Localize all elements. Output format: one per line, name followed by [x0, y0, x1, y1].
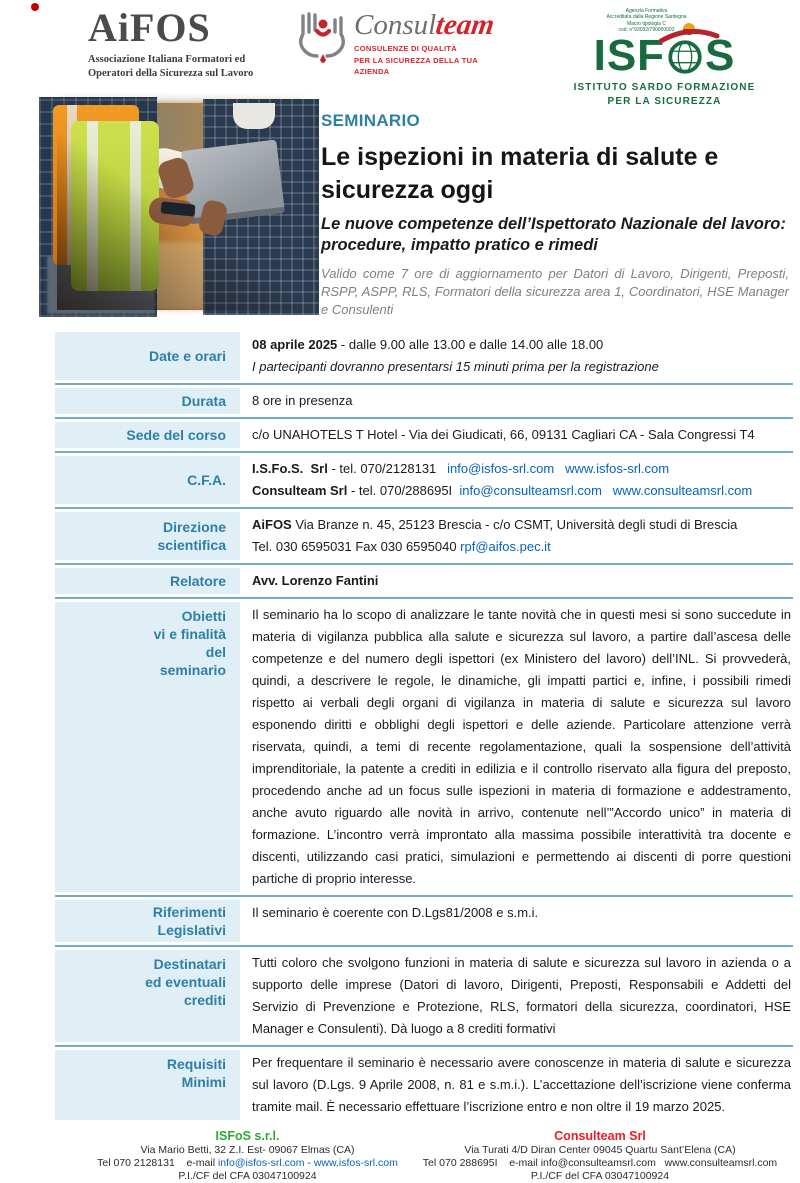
text-segment: Per frequentare il seminario è necessario avere conoscenze in materia di salute e sicurezza sul lavoro (D.Lgs. 9 Aprile 2008, n. 81 e s.m.i.). L’accettazione dell’iscrizione viene conferma tramite mail. È necessario effettuare l’iscrizione entro e non oltre il 19 marzo 2025.	[252, 1055, 791, 1115]
row-content	[240, 512, 793, 560]
text-segment: AiFOS	[252, 517, 292, 533]
text-segment: Consulteam Srl	[252, 483, 348, 499]
footer-consulteam-address: Via Turati 4/D Diran Center 09045 Quartu Sant’Elena (CA)	[464, 1144, 736, 1157]
text-segment: Avv. Lorenzo Fantini	[252, 573, 379, 589]
row-label: Requisiti Minimi	[55, 1050, 240, 1120]
text-segment: 08 aprile 2025	[252, 337, 338, 353]
text-segment: - tel. 070/288695I	[347, 483, 460, 499]
page-title: Le ispezioni in materia di salute e sicurezza oggi	[321, 143, 719, 204]
isfos-tagline: ISTITUTO SARDO FORMAZIONE PER LA SICUREZZA	[573, 82, 756, 107]
hero-text	[321, 103, 791, 319]
row-label: Durata	[55, 388, 240, 414]
footer-isfos-vat: P.I./CF del CFA 03047100924	[178, 1170, 317, 1183]
table-row	[55, 417, 793, 451]
consulteam-name-gray: Consul	[354, 9, 437, 41]
footer-consulteam	[420, 1129, 780, 1183]
header	[0, 0, 800, 107]
aifos-red-dot-icon	[31, 3, 39, 11]
text-segment: Tel. 030 6595031 Fax 030 6595040	[252, 539, 461, 555]
text-segment: Il seminario è coerente con D.Lgs81/2008 e s.m.i.	[252, 905, 539, 921]
row-content	[240, 422, 793, 448]
row-label: C.F.A.	[55, 456, 240, 504]
text-segment: Il seminario ha lo scopo di analizzare le tante novità che in questi mesi si sono succedute in materia di vigilanza pubblica alla salute e sicurezza sul lavoro, a partire dall’ascesa delle competenze e del numero degli ispettori (ex Ministero del lavoro) dell’INL. Si provvederà, quindi, a descrivere le regole, le dinamiche, gli impatti partici e, infine, i possibili rimedi rispetto ai verbali degli organi di vigilanza in materia di salute e sicurezza sul lavoro esponendo diritti e obblighi degli ispettori e delle aziende. Particolare attenzione verrà riservata, quindi, a temi di recente regolamentazione, quali la sospensione dell’attività imprenditoriale, la patente a crediti in edilizia e il controllo riservato alla figura del preposto, procedendo anche ad un focus sulle ispezioni in materia di formazione e addestramento, anche avuto riguardo alle novità in arrivo, contenute nell’”Accordo unico” in materia di formazione. L’incontro verrà improntato alla massima possibile interattività tra docente e discenti, utilizzando casi pratici, simulazioni e permettendo ai discenti di porre questioni partiche di proprio interesse.	[252, 607, 791, 887]
footer	[0, 1123, 800, 1183]
row-content	[240, 568, 793, 594]
footer-isfos-name: ISFoS s.r.l.	[215, 1129, 280, 1144]
table-row	[55, 383, 793, 417]
consulteam-logo-text	[354, 10, 511, 77]
text-segment: I partecipanti dovranno presentarsi 15 minuti prima per la registrazione	[252, 359, 659, 375]
row-label: Destinatari ed eventuali crediti	[55, 950, 240, 1042]
consulteam-hands-icon	[296, 10, 348, 68]
page-subtitle: Le nuove competenze dell’Ispettorato Nazionale del lavoro: procedure, impatto pratico e rimedi	[321, 215, 786, 255]
text-segment	[554, 461, 565, 476]
course-table	[55, 329, 793, 1123]
isfos-logo	[547, 8, 782, 109]
text-segment: I.S.Fo.S. Srl	[252, 461, 328, 477]
link[interactable]: info@consulteamsrl.com	[459, 483, 602, 499]
row-content	[240, 388, 793, 414]
text-segment: - dalle 9.00 alle 13.00 e dalle 14.00 alle 18.00	[337, 337, 604, 353]
footer-right-contact	[420, 1157, 780, 1170]
footer-isfos	[75, 1129, 420, 1183]
footer-left-contact	[75, 1157, 420, 1170]
hero-section	[0, 103, 800, 319]
text-segment: - tel. 070/2128131	[327, 461, 448, 477]
isfos-logo-text: ISF S	[547, 34, 782, 78]
footer-consulteam-name: Consulteam Srl	[554, 1129, 646, 1144]
text-segment: Via Branze n. 45, 25123 Brescia - c/o CSMT, Università degli studi di Brescia	[291, 517, 738, 533]
isfos-accreditation-text: Agenzia Formativa Accreditata dalla Regione Sardegna Macro tipologia C cod. n°93092/790000003	[606, 8, 687, 33]
table-row	[55, 945, 793, 1045]
table-row	[55, 507, 793, 563]
text-segment	[602, 483, 613, 498]
consulteam-name-red: team	[433, 9, 497, 41]
row-content	[240, 456, 793, 504]
consulteam-logo	[296, 10, 511, 77]
row-label: Riferimenti Legislativi	[55, 900, 240, 942]
text-segment: c/o UNAHOTELS T Hotel - Via dei Giudicati, 66, 09131 Cagliari CA - Sala Congressi T4	[252, 427, 755, 443]
aifos-logo-text: AiFOS	[88, 5, 211, 50]
photo-shadow	[57, 103, 303, 310]
text-segment: Tel 070 2128131 e-mail	[97, 1157, 218, 1170]
link[interactable]: www.isfos-srl.com	[565, 461, 670, 477]
row-content	[240, 602, 793, 892]
table-row	[55, 895, 793, 945]
footer-consulteam-vat: P.I./CF del CFA 03047100924	[530, 1170, 670, 1183]
consulteam-tagline: CONSULENZE DI QUALITÀ PER LA SICUREZZA DELLA TUA AZIENDA	[354, 44, 478, 76]
row-label: Date e orari	[55, 332, 240, 380]
link[interactable]: info@isfos-srl.com	[447, 461, 555, 477]
row-content	[240, 1050, 793, 1120]
isfos-figure-icon	[655, 21, 723, 47]
row-label: Sede del corso	[55, 422, 240, 448]
hero-photo	[57, 103, 303, 310]
table-row	[55, 563, 793, 597]
row-content	[240, 950, 793, 1042]
row-label: Relatore	[55, 568, 240, 594]
footer-isfos-address: Via Mario Betti, 32 Z.I. Est- 09067 Elmas (CA)	[140, 1144, 355, 1157]
text-segment: 8 ore in presenza	[252, 393, 353, 409]
row-label: Obietti vi e finalità del seminario	[55, 602, 240, 892]
aifos-tagline: Associazione Italiana Formatori ed Operatori della Sicurezza sul Lavoro	[88, 54, 254, 79]
link[interactable]: info@isfos-srl.com	[217, 1157, 305, 1170]
validity-note: Valido come 7 ore di aggiornamento per Datori di Lavoro, Dirigenti, Preposti, RSPP, ASPP, RLS, Formatori della sicurezza area 1, Coordinatori, HSE Manager e Consulenti	[321, 265, 789, 318]
aifos-logo	[88, 5, 266, 80]
table-row	[55, 451, 793, 507]
table-row	[55, 1045, 793, 1123]
row-content	[240, 900, 793, 942]
link[interactable]: www.consulteamsrl.com	[612, 483, 753, 499]
seminar-kicker: SEMINARIO	[321, 111, 421, 130]
link[interactable]: rpf@aifos.pec.it	[460, 539, 551, 555]
link[interactable]: www.isfos-srl.com	[313, 1157, 398, 1170]
row-content	[240, 332, 793, 380]
table-row	[55, 597, 793, 895]
text-segment: Tutti coloro che svolgono funzioni in materia di salute e sicurezza sul lavoro in azienda o a supporto delle imprese (Datori di lavoro, Dirigenti, Preposti, Responsabili e Addetti del Servizio di Prevenzione e Protezione, RLS, formatori della sicurezza, coordinatori, HSE Manager e Consulenti). Dà luogo a 8 crediti formativi	[252, 955, 791, 1037]
table-row	[55, 329, 793, 383]
row-label: Direzione scientifica	[55, 512, 240, 560]
text-segment: Tel 070 288695I e-mail info@consulteamsrl.com www.consulteamsrl.com	[422, 1157, 778, 1170]
text-segment: -	[304, 1157, 314, 1170]
